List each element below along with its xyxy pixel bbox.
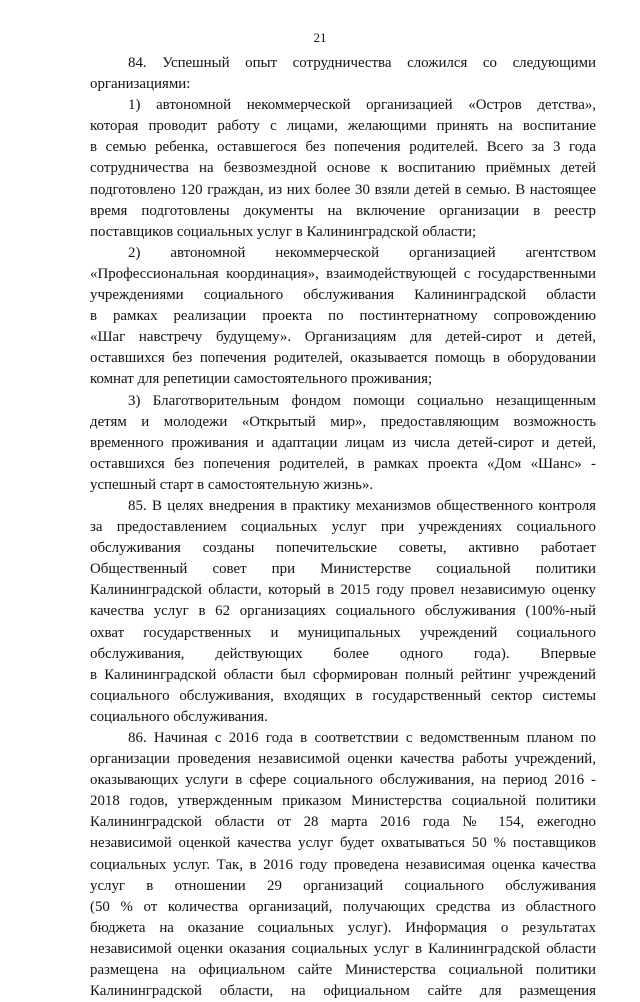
text-line: 2) автономной некоммерческой организацией агентством <box>128 244 596 261</box>
text-line: «Шаг навстречу будущему». Организациям для детей-сирот и детей, <box>90 329 596 346</box>
text-line: время подготовлены документы на включение организации в реестр <box>90 202 596 219</box>
text-line: в рамках реализации проекта по постинтернатному сопровождению <box>90 308 596 325</box>
text-line: поставщиков социальных услуг в Калининградской области; <box>90 223 477 240</box>
page-number: 21 <box>313 30 327 45</box>
text-line: подготовлено 120 граждан, из них более 30 взяли детей в семью. В настоящее <box>90 181 596 198</box>
text-line: оказывающих услуги в сфере социального обслуживания, на период 2016 - <box>90 772 596 789</box>
text-line: независимой оценки оказания социальных услуг в Калининградской области <box>90 940 596 957</box>
text-line: обслуживания созданы попечительские советы, активно работает <box>90 540 596 557</box>
text-line: Общественный совет при Министерстве социальной политики <box>90 561 596 578</box>
text-line: 2018 годов, утвержденным приказом Министерства социальной политики <box>90 793 596 810</box>
text-line: (50 % от количества организаций, получающих средства из областного <box>90 898 596 915</box>
text-line: временного проживания и адаптации лицам из числа детей-сирот и детей, <box>90 434 596 451</box>
text-line: в Калининградской области был сформирован полный рейтинг учреждений <box>90 666 596 683</box>
text-line: оставшихся без попечения родителей, в рамках проекта «Дом «Шанс» - <box>90 455 596 472</box>
text-line: за предоставлением социальных услуг при учреждениях социального <box>90 519 596 536</box>
text-line: размещена на официальном сайте Министерства социальной политики <box>90 962 596 979</box>
text-line: сотрудничества на безвозмездной основе к воспитанию приёмных детей <box>90 160 596 177</box>
text-line: обслуживания, действующих более одного года). Впервые <box>90 645 596 662</box>
text-line: Калининградской области от 28 марта 2016 года № 154, ежегодно <box>90 814 596 831</box>
text-line: бюджета на оказание социальных услуг). Информация о результатах <box>90 919 596 936</box>
text-line: комнат для репетиции самостоятельного проживания; <box>90 371 433 388</box>
text-line: успешный старт в самостоятельную жизнь». <box>90 476 374 493</box>
text-line: организации проведения независимой оценки качества работы учреждений, <box>90 751 596 768</box>
document-body <box>90 53 596 1002</box>
text-line: социального обслуживания, входящих в государственный сектор системы <box>90 687 596 704</box>
text-line: услуг в отношении 29 организаций социального обслуживания <box>90 877 596 894</box>
text-line: учреждениями социального обслуживания Калининградской области <box>90 287 596 304</box>
text-line: социального обслуживания. <box>90 708 268 725</box>
text-line: в семью ребенка, оставшегося без попечения родителей. Всего за 3 года <box>90 139 596 156</box>
text-line: детям и молодежи «Открытый мир», предоставляющим возможность <box>90 413 596 430</box>
text-line: 86. Начиная с 2016 года в соответствии с ведомственным планом по <box>128 730 596 746</box>
text-line: оставшихся без попечения родителей, оказывается помощь в оборудовании <box>90 350 596 367</box>
text-line: которая проводит работу с лицами, желающими принять на воспитание <box>90 118 596 135</box>
text-line: 1) автономной некоммерческой организацией «Остров детства», <box>128 97 596 114</box>
text-line: организациями: <box>90 76 191 93</box>
text-line: охват государственных и муниципальных учреждений социального <box>90 624 596 641</box>
text-line: 84. Успешный опыт сотрудничества сложился со следующими <box>128 55 596 71</box>
text-line: независимой оценкой качества услуг будет охватываться 50 % поставщиков <box>90 835 596 852</box>
text-line: 85. В целях внедрения в практику механизмов общественного контроля <box>128 497 596 514</box>
text-line: Калининградской области, на официальном сайте для размещения <box>90 983 596 1000</box>
text-line: «Профессиональная координация», взаимодействующей с государственными <box>90 265 596 282</box>
text-line: 3) Благотворительным фондом помощи социально незащищенным <box>128 392 596 409</box>
text-line: качества услуг в 62 организациях социального обслуживания (100%-ный <box>90 603 596 620</box>
text-line: социальных услуг. Так, в 2016 году проведена независимая оценка качества <box>90 856 596 873</box>
text-line: Калининградской области, который в 2015 году провел независимую оценку <box>90 582 596 599</box>
